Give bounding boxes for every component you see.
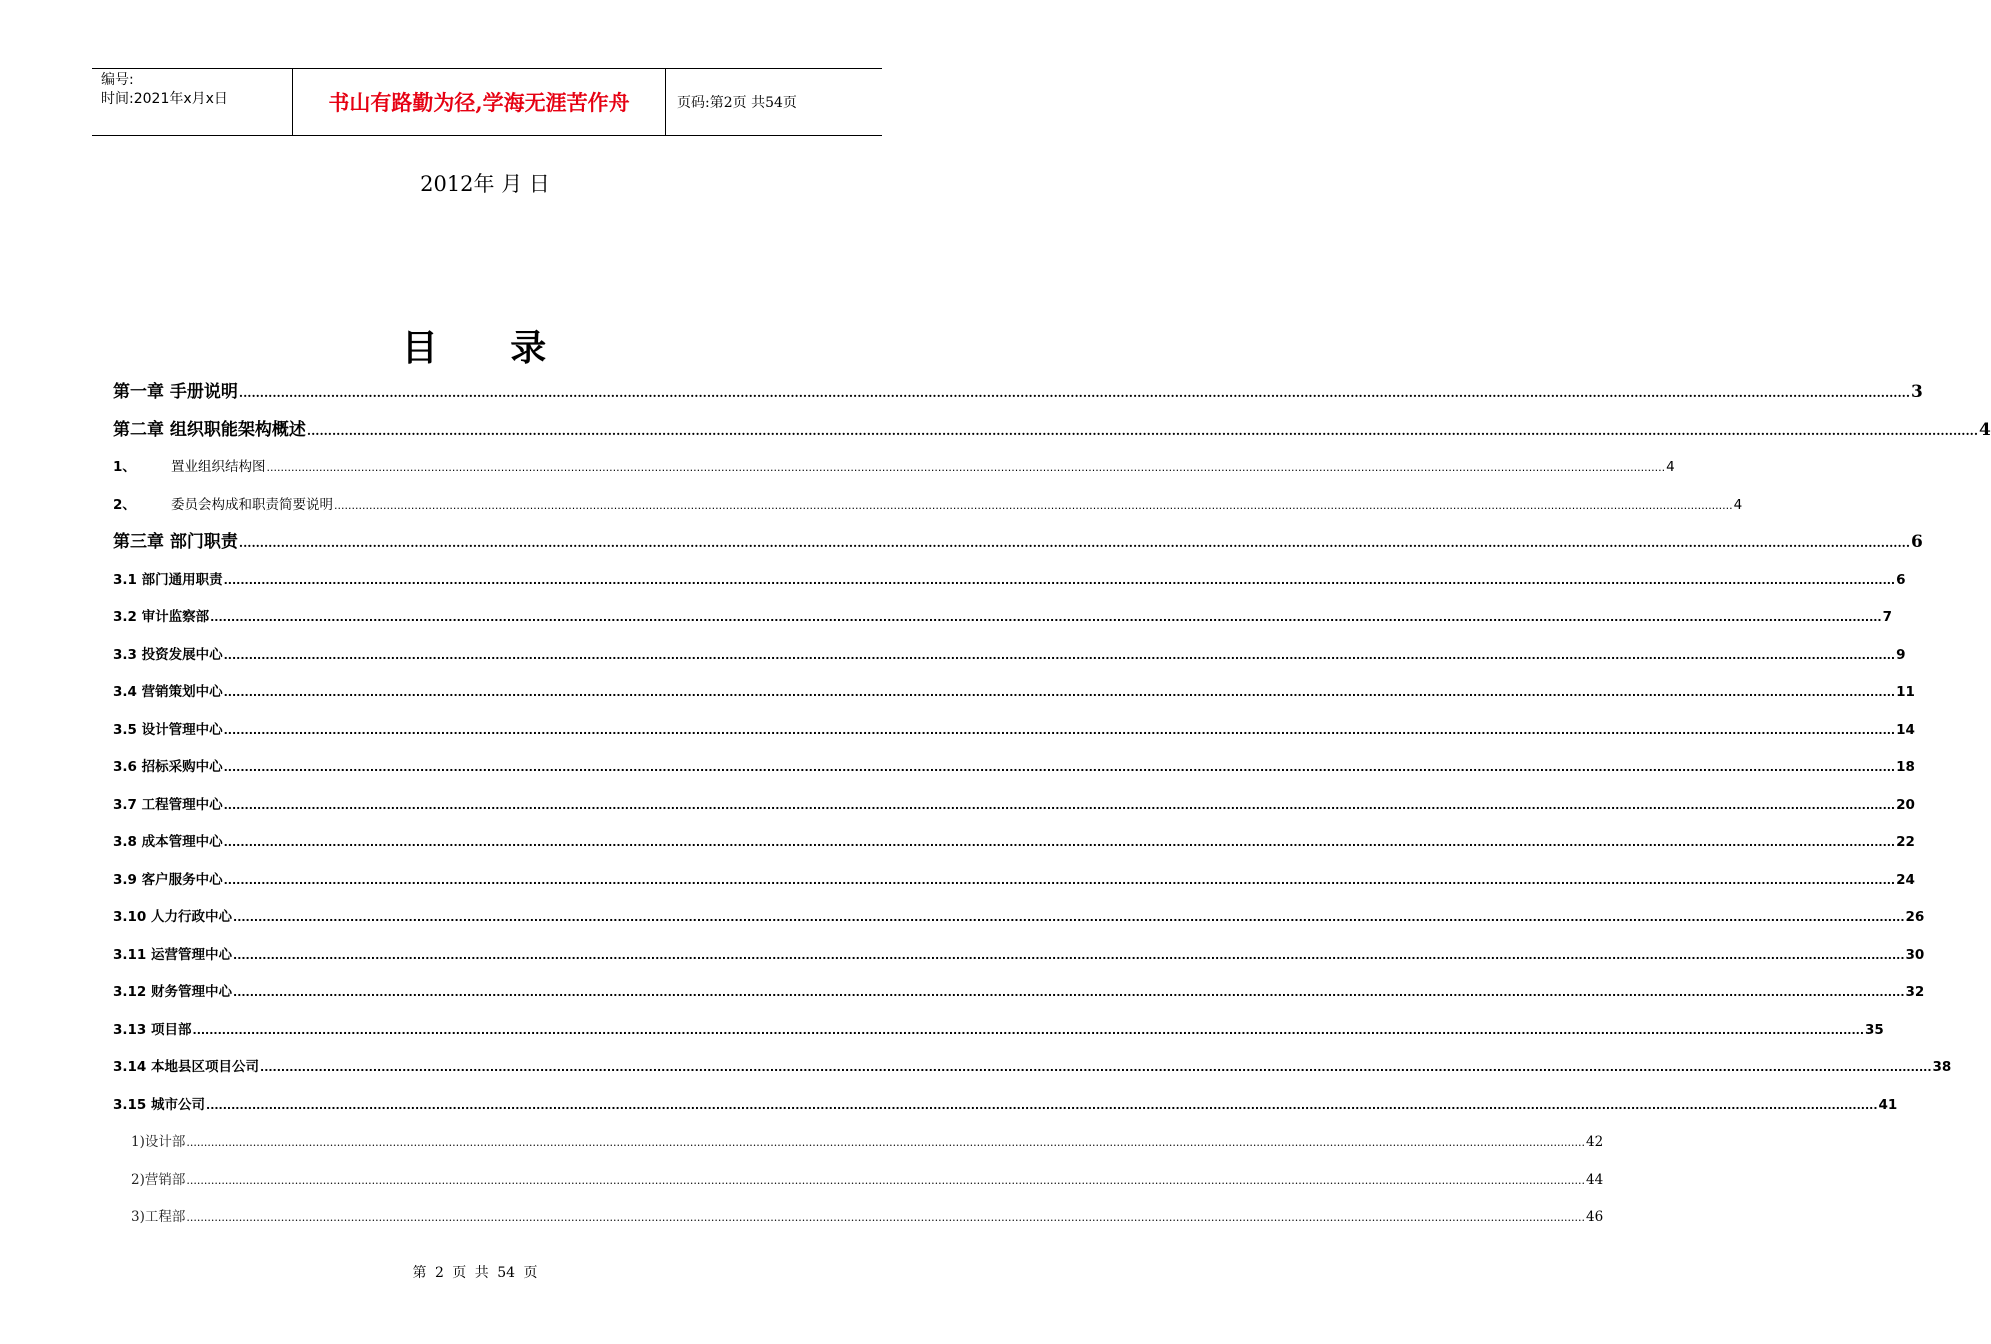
toc-leader-dots: ................................................................................................................................................................................................................................................................................................................................................................................................................ [223,873,1896,887]
toc-entry[interactable] [113,1087,1898,1125]
toc-entry-page: 44 [1586,1171,1604,1188]
toc-entry[interactable] [113,487,1743,525]
toc-leader-dots: ................................................................................................................................................................................................................................................................................................................................................................................................................ [238,536,1911,550]
toc-leader-dots: ................................................................................................................................................................................................................................................................................................................................................................................................................ [223,686,1896,699]
page-header [92,68,882,136]
toc-entry-label: 3.2 审计监察部 [113,609,210,625]
toc-entry[interactable] [113,599,1893,637]
toc-entry-page: 4 [1979,419,1991,440]
toc-entry-page: 6 [1896,571,1906,588]
toc-entry[interactable] [113,824,1915,862]
toc-leader-dots: ................................................................................................................................................................................................................................................................................................................................................................................................................ [306,423,1979,438]
toc-entry-label: 2)营销部 [131,1171,186,1188]
toc-entry-page: 18 [1896,759,1915,775]
toc-entry-label: 3.11 运营管理中心 [113,946,233,963]
toc-entry-label: 3.6 招标采购中心 [113,759,223,775]
time-label: 时间:2021年x月x日 [101,91,228,107]
toc-entry-page: 6 [1911,532,1923,552]
toc-entry-label: 3.10 人力行政中心 [113,909,233,925]
toc-entry-page: 26 [1905,909,1925,925]
toc-entry-label: 3.15 城市公司 [113,1096,206,1113]
toc-leader-dots: ................................................................................................................................................................................................................................................................................................................................................................................................................ [233,948,1905,962]
page-footer: 第 2 页 共 54 页 [412,1265,538,1281]
date-line: 2012年 月 日 [420,172,550,196]
toc-leader-dots: ................................................................................................................................................................................................................................................................................................................................................................................................................ [206,1098,1878,1112]
toc-entry[interactable] [113,787,1915,825]
toc-entry-label: 3.9 客户服务中心 [113,871,223,888]
toc-entry-label: 3.3 投资发展中心 [113,646,223,663]
toc-leader-dots: ................................................................................................................................................................................................................................................................................................................................................................................................................ [233,986,1905,999]
toc-entry[interactable] [113,899,1925,937]
toc-leader-dots: ................................................................................................................................................................................................................................................................................................................................................................................................................ [334,498,1733,512]
toc-leader-dots: ................................................................................................................................................................................................................................................................................................................................................................................................................ [233,911,1905,924]
toc-entry[interactable] [113,1049,1952,1087]
toc-leader-dots: ................................................................................................................................................................................................................................................................................................................................................................................................................ [223,836,1896,849]
toc-entry-label: 3.14 本地县区项目公司 [113,1059,260,1075]
code-label: 编号: [101,72,134,88]
toc-entry[interactable] [113,674,1915,712]
toc-entry-page: 11 [1896,684,1915,700]
toc-entry-label: 3.12 财务管理中心 [113,984,233,1000]
toc-leader-dots: ................................................................................................................................................................................................................................................................................................................................................................................................................ [223,648,1896,662]
toc-entry-page: 4 [1666,459,1675,475]
toc-entry-number: 2、 [113,496,136,513]
toc-entry-page: 20 [1896,796,1915,813]
toc-entry-page: 32 [1905,984,1925,1000]
toc-entry-label: 1)设计部 [131,1134,186,1150]
toc-leader-dots: ................................................................................................................................................................................................................................................................................................................................................................................................................ [223,573,1896,587]
toc-entry[interactable] [113,524,1923,562]
toc-entry-text: 委员会构成和职责简要说明 [171,496,333,513]
toc-leader-dots: ................................................................................................................................................................................................................................................................................................................................................................................................................ [260,1061,1932,1074]
toc-leader-dots: ................................................................................................................................................................................................................................................................................................................................................................................................................ [210,611,1882,624]
toc-entry-label [113,449,266,487]
toc-entry[interactable] [113,937,1925,975]
toc-leader-dots: ................................................................................................................................................................................................................................................................................................................................................................................................................ [223,723,1896,737]
toc-entry-text: 置业组织结构图 [171,459,266,475]
toc-entry-label: 第一章 手册说明 [113,382,238,402]
toc-entry[interactable] [113,449,1675,487]
toc-entry-page: 42 [1586,1134,1604,1150]
toc-entry-page: 7 [1882,609,1893,625]
toc-entry-label: 3.7 工程管理中心 [113,796,223,813]
toc-entry-page: 3 [1911,382,1923,402]
toc-entry[interactable] [113,1162,1604,1200]
toc-entry-page: 38 [1932,1059,1952,1075]
toc-entry-label: 3)工程部 [131,1209,186,1225]
toc-entry-page: 46 [1586,1209,1604,1225]
toc-entry[interactable] [113,374,1923,412]
toc-leader-dots: ................................................................................................................................................................................................................................................................................................................................................................................................................ [192,1023,1864,1037]
toc-entry[interactable] [113,412,1991,450]
toc-entry[interactable] [113,1012,1884,1050]
toc-entry-label: 第二章 组织职能架构概述 [113,419,306,440]
toc-entry-label: 3.5 设计管理中心 [113,721,223,738]
toc-entry[interactable] [113,1199,1604,1237]
toc-entry-page: 30 [1905,946,1925,963]
toc-entry-page: 22 [1896,834,1915,850]
toc-entry-label: 3.1 部门通用职责 [113,571,223,588]
toc-entry[interactable] [113,637,1906,675]
toc-entry-label: 3.13 项目部 [113,1021,192,1038]
header-page-label: 页码:第2页 共54页 [677,95,797,111]
toc-entry-label: 第三章 部门职责 [113,532,238,552]
toc-leader-dots: ................................................................................................................................................................................................................................................................................................................................................................................................................ [186,1173,1585,1187]
toc-entry-number: 1、 [113,459,136,475]
toc-entry-page: 4 [1733,496,1743,513]
toc-leader-dots: ................................................................................................................................................................................................................................................................................................................................................................................................................ [186,1136,1585,1149]
table-of-contents [113,374,1991,1237]
toc-entry[interactable] [113,562,1906,600]
toc-entry[interactable] [113,749,1915,787]
toc-entry-page: 14 [1896,721,1915,738]
toc-entry[interactable] [113,974,1925,1012]
toc-title: 目 录 [401,327,577,369]
toc-leader-dots: ................................................................................................................................................................................................................................................................................................................................................................................................................ [223,761,1896,774]
toc-leader-dots: ................................................................................................................................................................................................................................................................................................................................................................................................................ [238,386,1911,400]
toc-entry-page: 9 [1896,646,1906,663]
toc-leader-dots: ................................................................................................................................................................................................................................................................................................................................................................................................................ [186,1211,1585,1224]
toc-leader-dots: ................................................................................................................................................................................................................................................................................................................................................................................................................ [266,461,1666,474]
toc-entry[interactable] [113,862,1915,900]
toc-entry-page: 35 [1865,1021,1884,1038]
header-left-cell [92,69,292,135]
toc-entry-label [113,487,333,525]
toc-entry[interactable] [113,1124,1604,1162]
header-motto: 书山有路勤为径,学海无涯苦作舟 [292,69,666,135]
toc-entry-label: 3.8 成本管理中心 [113,834,223,850]
toc-entry-page: 24 [1896,871,1915,888]
toc-entry[interactable] [113,712,1915,750]
toc-entry-page: 41 [1878,1096,1898,1113]
toc-entry-label: 3.4 营销策划中心 [113,684,223,700]
toc-leader-dots: ................................................................................................................................................................................................................................................................................................................................................................................................................ [223,798,1896,812]
